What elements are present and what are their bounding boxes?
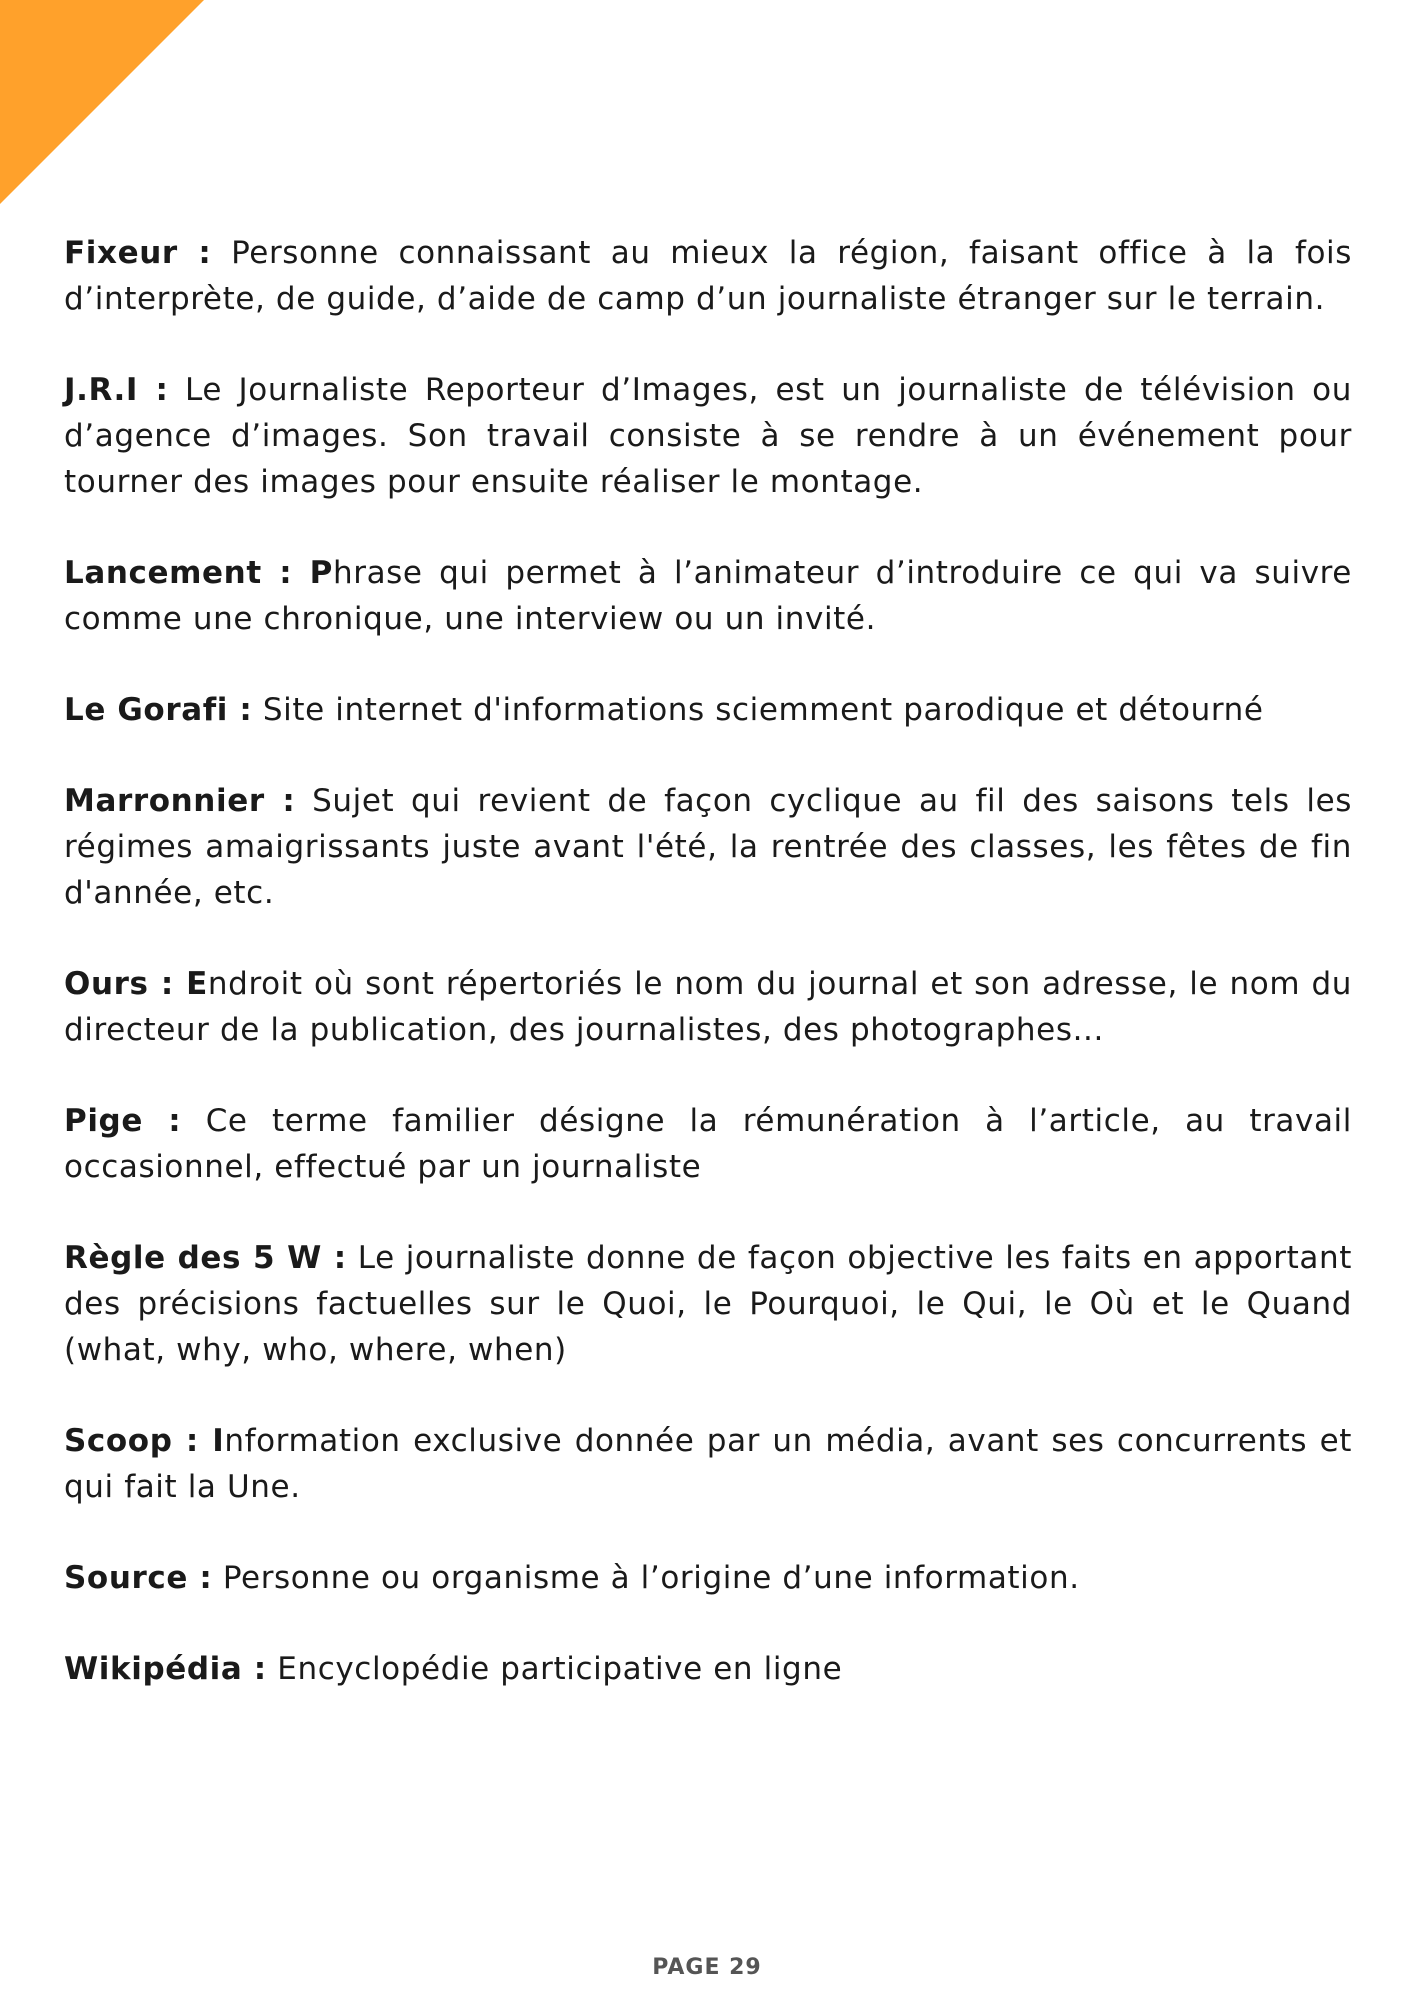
glossary-term: Source : <box>64 1560 213 1596</box>
glossary-term: J.R.I : <box>64 372 169 408</box>
glossary-term: Règle des 5 W : <box>64 1240 347 1276</box>
glossary-definition: Encyclopédie participative en ligne <box>277 1651 843 1687</box>
glossary-entry-source <box>64 1555 1352 1601</box>
glossary-definition: Site internet d'informations sciemment parodique et détourné <box>262 692 1264 728</box>
glossary-entry-ours <box>64 961 1352 1053</box>
glossary-entry-marronnier <box>64 778 1352 916</box>
glossary-term: Fixeur : <box>64 235 212 271</box>
glossary-term: Lancement : P <box>64 555 333 591</box>
glossary-term: Ours : E <box>64 966 208 1002</box>
orange-corner-triangle <box>0 0 204 204</box>
glossary-term: Scoop : I <box>64 1423 225 1459</box>
glossary-term: Wikipédia : <box>64 1651 267 1687</box>
glossary <box>64 230 1352 1737</box>
glossary-term: Marronnier : <box>64 783 296 819</box>
glossary-definition: hrase qui permet à l’animateur d’introduire ce qui va suivre comme une chronique, une interview ou un invité. <box>64 555 1352 637</box>
glossary-entry-wikipedia <box>64 1646 1352 1692</box>
glossary-definition: Ce terme familier désigne la rémunération à l’article, au travail occasionnel, effectué par un journaliste <box>64 1103 1352 1185</box>
glossary-definition: Le Journaliste Reporteur d’Images, est un journaliste de télévision ou d’agence d’images. Son travail consiste à se rendre à un événement pour tourner des images pour ensuite réaliser le montage. <box>64 372 1352 500</box>
glossary-definition: Le journaliste donne de façon objective les faits en apportant des précisions factuelles sur le Quoi, le Pourquoi, le Qui, le Où et le Quand (what, why, who, where, when) <box>64 1240 1352 1368</box>
glossary-entry-jri <box>64 367 1352 505</box>
glossary-entry-regle-5w <box>64 1235 1352 1373</box>
glossary-entry-pige <box>64 1098 1352 1190</box>
glossary-term: Pige : <box>64 1103 182 1139</box>
glossary-entry-le-gorafi <box>64 687 1352 733</box>
glossary-term: Le Gorafi : <box>64 692 253 728</box>
glossary-definition: ndroit où sont répertoriés le nom du journal et son adresse, le nom du directeur de la publication, des journalistes, des photographes... <box>64 966 1353 1048</box>
glossary-definition: Personne connaissant au mieux la région, faisant office à la fois d’interprète, de guide, d’aide de camp d’un journaliste étranger sur le terrain. <box>64 235 1352 317</box>
page-number: PAGE 29 <box>652 1955 762 1980</box>
glossary-entry-fixeur <box>64 230 1352 322</box>
glossary-entry-lancement <box>64 550 1352 642</box>
glossary-definition: Sujet qui revient de façon cyclique au fil des saisons tels les régimes amaigrissants juste avant l'été, la rentrée des classes, les fêtes de fin d'année, etc. <box>64 783 1352 911</box>
glossary-definition: Personne ou organisme à l’origine d’une information. <box>222 1560 1080 1596</box>
glossary-definition: nformation exclusive donnée par un média, avant ses concurrents et qui fait la Une. <box>64 1423 1353 1505</box>
glossary-entry-scoop <box>64 1418 1352 1510</box>
